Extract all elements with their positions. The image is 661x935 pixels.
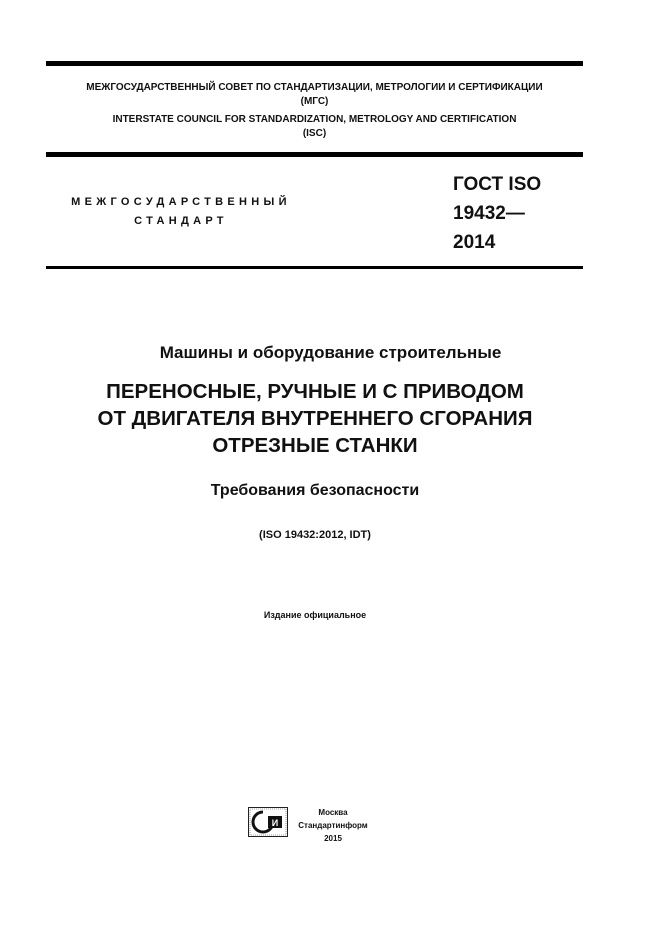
publisher-imprint: [293, 806, 373, 845]
council-ru-name: МЕЖГОСУДАРСТВЕННЫЙ СОВЕТ ПО СТАНДАРТИЗАЦИИ, МЕТРОЛОГИИ И СЕРТИФИКАЦИИ: [86, 82, 543, 93]
svg-text:И: И: [271, 818, 279, 828]
publisher-city: Москва: [318, 808, 348, 817]
council-ru: [46, 81, 583, 109]
designation-line3: 2014: [453, 232, 496, 253]
edition-note: Издание официальное: [263, 610, 367, 620]
council-en-abbr: (ISC): [302, 128, 327, 139]
designation-line1: ГОСТ ISO: [453, 174, 542, 195]
title-line3: ОТРЕЗНЫЕ СТАНКИ: [212, 434, 418, 457]
designation-line2: 19432—: [453, 203, 525, 224]
council-en-name: INTERSTATE COUNCIL FOR STANDARDIZATION, METROLOGY AND CERTIFICATION: [112, 114, 517, 125]
header-rule: [46, 266, 583, 269]
standard-type-line1: МЕЖГОСУДАРСТВЕННЫЙ: [71, 196, 291, 208]
standartinform-logo-icon: [248, 807, 288, 837]
top-rule: [46, 61, 583, 66]
standard-designation: [453, 170, 541, 257]
iso-reference: (ISO 19432:2012, IDT): [259, 529, 371, 541]
council-ru-abbr: (МГС): [300, 96, 329, 107]
document-category: Машины и оборудование строительные: [159, 343, 502, 362]
title-line2: ОТ ДВИГАТЕЛЯ ВНУТРЕННЕГО СГОРАНИЯ: [97, 407, 533, 430]
document-title: [0, 378, 630, 459]
document-subtitle: Требования безопасности: [210, 482, 420, 499]
publisher-year: 2015: [324, 834, 342, 843]
council-rule: [46, 152, 583, 157]
standard-type-line2: СТАНДАРТ: [134, 215, 228, 227]
council-en: [46, 113, 583, 141]
title-line1: ПЕРЕНОСНЫЕ, РУЧНЫЕ И С ПРИВОДОМ: [106, 380, 524, 403]
publisher-name: Стандартинформ: [298, 821, 368, 830]
